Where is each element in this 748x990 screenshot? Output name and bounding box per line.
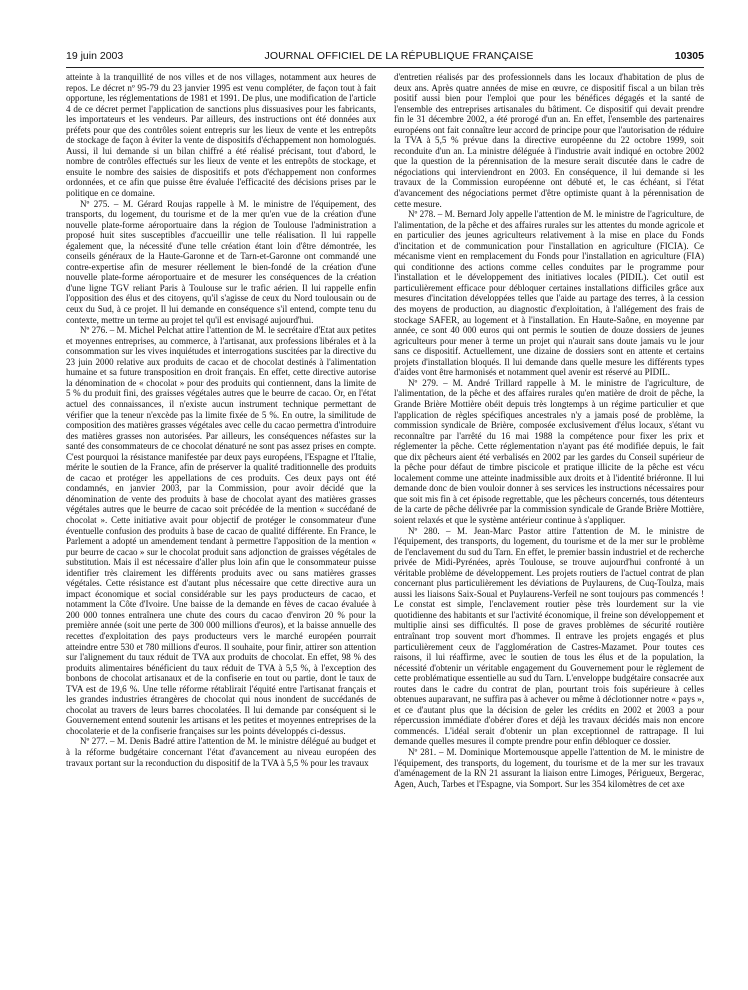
question-281: Nº 281. – M. Dominique Mortemousque appelle l'attention de M. le ministre de l'équipement, des transports, du logement, du tourisme et de la mer sur les travaux d'aménagement de la RN 21 assurant la liaison entre Limoges, Périgueux, Bergerac, Agen, Auch, Tarbes et l'Espagne, via Somport. Sur les 354 kilomètres de cet axe bbox=[394, 747, 704, 789]
header-rule bbox=[66, 67, 704, 68]
left-column bbox=[66, 72, 376, 977]
question-277: Nº 277. – M. Denis Badré attire l'attention de M. le ministre délégué au budget et à la réforme budgétaire concernant l'état d'avancement au niveau européen des travaux portant sur la reconduction du dispositif de la TVA à 5,5 % pour les travaux bbox=[66, 736, 376, 768]
right-column bbox=[394, 72, 704, 977]
question-278: Nº 278. – M. Bernard Joly appelle l'attention de M. le ministre de l'agriculture, de l'alimentation, de la pêche et des affaires rurales sur les attentes du monde agricole et en particulier des jeunes agriculteurs relativement à la mise en place du Fonds d'incitation et de communication pour l'installation en agriculture (FICIA). Ce mécanisme vient en remplacement du Fonds pour l'installation en agriculture (FIA) qui conditionne des actions comme celles conduites par le programme pour l'installation et le développement des initiatives locales (PIDIL). Cet outil est particulièrement efficace pour débloquer certaines installations difficiles grâce aux mesures d'incitation développées telles que l'aide au partage des terres, à la cession des moyens de production, au diagnostic d'exploitation, à l'allégement des frais de stockage SAFER, au logement et à l'installation. En Haute-Saône, en moyenne par année, ce sont 40 000 euros qui ont permis le soutien de douze dossiers de jeunes agriculteurs pour mener à terme un projet qui n'aurait sans doute jamais vu le jour sans ce dispositif. Actuellement, une dizaine de dossiers sont en attente et certains projets d'installation bloqués. Il lui demande dans quelle mesure les différents types d'aides vont être harmonisés et notamment quel avenir est réservé au PIDIL. bbox=[394, 209, 704, 378]
journal-title: JOURNAL OFFICIEL DE LA RÉPUBLIQUE FRANÇAISE bbox=[264, 50, 534, 62]
page-number: 10305 bbox=[674, 50, 704, 62]
page-header bbox=[66, 50, 704, 64]
question-276: Nº 276. – M. Michel Pelchat attire l'attention de M. le secrétaire d'Etat aux petites et moyennes entreprises, au commerce, à l'artisanat, aux professions libérales et à la consommation sur les vives inquiétudes et interrogations suscitées par la directive du 23 juin 2000 relative aux produits de cacao et de chocolat destinés à l'alimentation humaine et sa future transposition en droit français. En effet, cette directive autorise la dénomination de « chocolat » pour des produits qui contiennent, dans la limite de 5 % du produit fini, des graisses végétales autres que le beurre de cacao. Or, en l'état actuel des connaissances, il n'existe aucun instrument technique permettant de vérifier que la teneur n'excède pas la limite fixée de 5 %. En outre, la similitude de composition des matières grasses végétales avec celle du cacao permettra d'introduire des matières grasses non autorisées. Par ailleurs, les conséquences néfastes sur la santé des consommateurs de ce chocolat dénaturé ne sont pas assez prises en compte. C'est pourquoi la résistance manifestée par deux pays européens, l'Espagne et l'Italie, mérite le soutien de la France, afin de préserver la qualité traditionnelle des produits de cacao et protéger les appellations de ces produits. Ces deux pays ont été condamnés, en janvier 2003, par la Commission, pour avoir décidé que la dénomination de vente des produits à base de chocolat ayant des matières grasses végétales autres que le beurre de cacao soit précédée de la mention « succédané de chocolat ». Cette initiative avait pour objectif de protéger le consommateur d'une éventuelle confusion des produits à base de cacao de qualité différente. En France, le Parlement a adopté un amendement tendant à permettre l'apposition de la mention « pur beurre de cacao » sur le chocolat produit sans adjonction de graisses végétales de substitution. Mais il est nécessaire d'aller plus loin afin que le consommateur puisse identifier très clairement les différents produits avec ou sans matières grasses végétales. Cette résistance est d'autant plus nécessaire que cette directive aura un impact économique et social considérable sur les pays producteurs de cacao, et notamment la Côte d'Ivoire. Une baisse de la demande en fèves de cacao évaluée à 200 000 tonnes entraînera une chute des cours du cacao d'environ 20 % pour la première année (soit une perte de 300 000 millions d'euros), et la baisse annuelle des recettes d'exploitation des pays producteurs vers le marché européen pourrait atteindre entre 530 et 780 millions d'euros. Il souhaite, pour finir, attirer son attention sur l'alignement du taux réduit de TVA aux produits de chocolat. En effet, 98 % des produits alimentaires bénéficient du taux réduit de TVA à 5,5 %, à l'exception des bonbons de chocolat artisanaux et de la confiserie en tout ou partie, dont le taux de TVA est de 19,6 %. Une telle réforme rétablirait l'équité entre l'artisanat français et les grandes industries étrangères de chocolat qui nous inondent de succédanés de chocolat au travers de leurs barres chocolatées. Il lui demande par conséquent si le Gouvernement entend soutenir les artisans et les petites et moyennes entreprises de la chocolaterie et de la confiserie françaises sur les points développés ci-dessus. bbox=[66, 325, 376, 736]
text-columns bbox=[66, 72, 704, 977]
issue-date: 19 juin 2003 bbox=[66, 50, 124, 62]
question-279: Nº 279. – M. André Trillard rappelle à M. le ministre de l'agriculture, de l'alimentation, de la pêche et des affaires rurales qu'en matière de droit de pêche, la Grande Brière Mottière obéit depuis très longtemps à un régime particulier et que l'application de règles spécifiques ancestrales n'y a jamais posé de problème, la commission syndicale de Brière, composée exclusivement d'élus locaux, s'étant vu reconnaître par l'arrêté du 16 mai 1988 la compétence pour fixer les prix et réglementer la pêche. Cette réglementation n'ayant pas été modifiée depuis, le fait que dix pêcheurs aient été verbalisés en 2002 par les gardes du Conseil supérieur de la pêche pour défaut de timbre piscicole et pratique illicite de la pêche est vécu localement comme une atteinte inadmissible aux droits et à l'identité briéronne. Il lui demande donc de bien vouloir donner à ses services les instructions nécessaires pour que soit mis fin à cet épisode regrettable, que les pêcheurs concernés, tous détenteurs de la carte de pêche délivrée par la commission syndicale de Grande Brière Mottière, soient relaxés et que le système antérieur continue à s'appliquer. bbox=[394, 377, 704, 525]
paragraph: atteinte à la tranquillité de nos villes et de nos villages, notamment aux heures de repos. Le décret nº 95-79 du 23 janvier 1995 est venu compléter, de façon tout à fait opportune, les réglementations de 1981 et 1991. De plus, une modification de l'article 4 de ce décret permet l'application de sanctions plus dissuasives pour les fabricants, les importateurs et les vendeurs. Par ailleurs, des instructions ont été données aux préfets pour que des contrôles soient entrepris sur les lieux de vente et les entrepôts de stockage de façon à éviter la vente de dispositifs d'échappement non homologués. Aussi, il lui demande si un bilan chiffré a été réalisé précisant, tout d'abord, le nombre de contrôles effectués sur les lieux de vente et les entrepôts de stockage, et ensuite le nombre des saisies de dispositifs et pots d'échappement non conformes ordonnées, et ce afin que puisse être évaluée l'efficacité des décisions prises par le politique en ce domaine. bbox=[66, 72, 376, 199]
question-275: Nº 275. – M. Gérard Roujas rappelle à M. le ministre de l'équipement, des transports, du logement, du tourisme et de la mer qu'en vue de la création d'une nouvelle plate-forme aéroportuaire dans la région de Toulouse l'administration a proposé huit sites susceptibles d'accueillir une telle réalisation. Il lui rappelle également que, la nécessité d'une telle création étant loin d'être démontrée, les conseils généraux de la Haute-Garonne et de Tarn-et-Garonne ont commandé une contre-expertise afin de mesurer réellement le bien-fondé de la création d'une nouvelle plate-forme aéroportuaire et de mesurer les conséquences de la création d'une ligne TGV reliant Paris à Toulouse sur le trafic aérien. Il lui rappelle enfin l'opposition des élus et des citoyens, qu'il s'agisse de ceux du Nord toulousain ou de ceux du Sud, à ce projet. Il lui demande en conséquence s'il entend, compte tenu du contexte, mettre un terme au projet tel qu'il est envisagé aujourd'hui. bbox=[66, 198, 376, 325]
question-280: Nº 280. – M. Jean-Marc Pastor attire l'attention de M. le ministre de l'équipement, des transports, du logement, du tourisme et de la mer sur le problème de l'enclavement du sud du Tarn. En effet, le premier bassin industriel et de recherche privée de Midi-Pyrénées, après Toulouse, se trouve aujourd'hui confronté à un véritable problème de développement. Les projets routiers de l'actuel contrat de plan concernant plus particulièrement les déviations de Puylaurens, de Cuq-Toulza, mais aussi les liaisons Saix-Soual et Puylaurens-Verfeil ne sont toujours pas commencés ! Le constat est simple, l'enclavement routier pèse très lourdement sur la vie quotidienne des habitants et sur l'activité économique, il freine son développement et multiplie ainsi ses difficultés. Il pose de graves problèmes de sécurité routière entraînant trop souvent mort d'hommes. Il entrave les projets engagés et plus particulièrement ceux de l'agglomération de Castres-Mazamet. Pour toutes ces raisons, il lui réaffirme, avec le soutien de tous les élus et de la population, la nécessité d'obtenir un véritable engagement du Gouvernement pour le règlement de cette problématique essentielle au sud du Tarn. L'enveloppe budgétaire consacrée aux routes dans le cadre du contrat de plan, pourtant trois fois supérieure à celles obtenues auparavant, ne suffira pas à achever ou même à déclotionner notre « pays », et ce d'autant plus que la décision de geler les crédits en 2002 et 2003 a pour répercussion immédiate d'obérer d'ores et déjà les travaux décidés mais non encore commencés. L'idéal serait d'obtenir un plan exceptionnel de rattrapage. Il lui demande quelles mesures il compte prendre pour enfin débloquer ce dossier. bbox=[394, 525, 704, 747]
paragraph: d'entretien réalisés par des professionnels dans les locaux d'habitation de plus de deux ans. Après quatre années de mise en œuvre, ce dispositif fiscal a un bilan très positif aussi bien pour l'emploi que pour les bénéfices dégagés et la santé de l'ensemble des entreprises artisanales du bâtiment. Ce dispositif qui devait prendre fin le 31 décembre 2002, a été prorogé d'un an. En effet, l'ensemble des partenaires européens ont fait connaître leur accord de principe pour que l'autorisation de réduire la TVA à 5,5 % prévue dans la directive européenne du 22 octobre 1999, soit reconduite d'un an. La ministre déléguée à l'industrie avait indiqué en octobre 2002 que la question de la pérennisation de la mesure serait discutée dans le cadre de négociations qui interviendront en 2003. En conséquence, il lui demande si les travaux de la Commission européenne ont débuté et, le cas échéant, si l'état d'avancement des négociations permet d'être optimiste quant à la pérennisation de cette mesure. bbox=[394, 72, 704, 209]
